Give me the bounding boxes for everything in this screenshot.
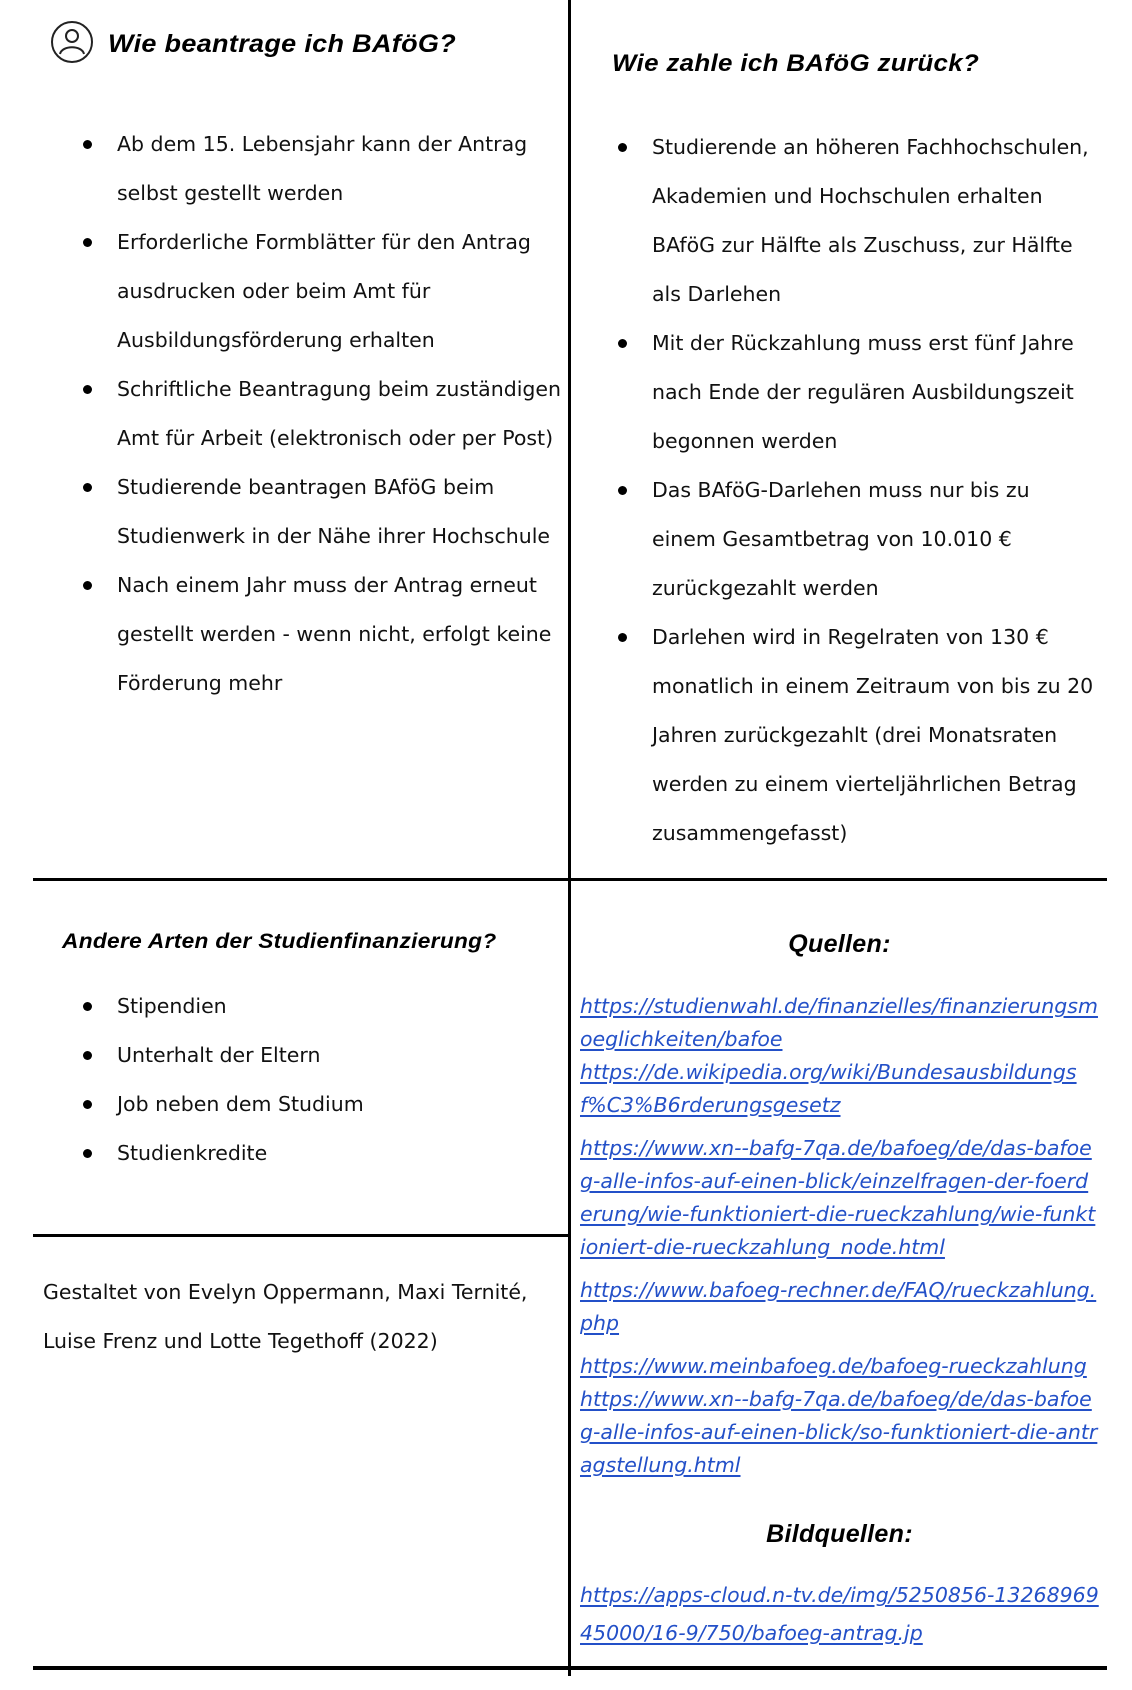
list-item: Ab dem 15. Lebensjahr kann der Antrag selbst gestellt werden bbox=[63, 120, 563, 218]
repay-heading: Wie zahle ich BAföG zurück? bbox=[612, 50, 980, 77]
column-divider bbox=[568, 0, 571, 1676]
credits-line: Gestaltet von Evelyn Oppermann, Maxi Ternité, bbox=[43, 1280, 528, 1304]
list-item: Das BAföG-Darlehen muss nur bis zu einem Gesamtbetrag von 10.010 € zurückgezahlt werden bbox=[598, 466, 1098, 613]
left-split-divider bbox=[33, 1234, 570, 1237]
list-item: Studienkredite bbox=[63, 1129, 563, 1178]
list-item: Stipendien bbox=[63, 982, 563, 1031]
repay-list bbox=[598, 123, 1098, 858]
apply-heading: Wie beantrage ich BAföG? bbox=[108, 30, 457, 58]
image-source-link[interactable]: https://apps-cloud.n-tv.de/img/5250856-1326896945000/16-9/750/bafoeg-antrag.jp bbox=[580, 1583, 1099, 1645]
image-sources-heading: Bildquellen: bbox=[766, 1520, 913, 1548]
row-divider bbox=[33, 878, 1107, 881]
source-link[interactable]: https://www.xn--bafg-7qa.de/bafoeg/de/das-bafoeg-alle-infos-auf-einen-blick/so-funktioniert-die-antragstellung.html bbox=[580, 1387, 1098, 1477]
source-link[interactable]: https://www.meinbafoeg.de/bafoeg-rueckzahlung bbox=[580, 1354, 1087, 1378]
source-link[interactable]: https://www.xn--bafg-7qa.de/bafoeg/de/das-bafoeg-alle-infos-auf-einen-blick/einzelfragen-der-foerderung/wie-funktioniert-die-rueckzahlung/wie-funktioniert-die-rueckzahlung_node.html bbox=[580, 1136, 1096, 1259]
bottom-divider bbox=[33, 1666, 1107, 1670]
list-item: Erforderliche Formblätter für den Antrag ausdrucken oder beim Amt für Ausbildungsförderung erhalten bbox=[63, 218, 563, 365]
list-item: Studierende beantragen BAföG beim Studienwerk in der Nähe ihrer Hochschule bbox=[63, 463, 563, 561]
list-item: Nach einem Jahr muss der Antrag erneut gestellt werden - wenn nicht, erfolgt keine Förderung mehr bbox=[63, 561, 563, 708]
credits bbox=[43, 1268, 563, 1366]
sources-list bbox=[580, 990, 1100, 1482]
list-item: Schriftliche Beantragung beim zuständigen Amt für Arbeit (elektronisch oder per Post) bbox=[63, 365, 563, 463]
list-item: Mit der Rückzahlung muss erst fünf Jahre nach Ende der regulären Ausbildungszeit begonnen werden bbox=[598, 319, 1098, 466]
source-link[interactable]: https://studienwahl.de/finanzielles/finanzierungsmoeglichkeiten/bafoe bbox=[580, 994, 1098, 1051]
list-item: Unterhalt der Eltern bbox=[63, 1031, 563, 1080]
other-financing-heading: Andere Arten der Studienfinanzierung? bbox=[62, 930, 497, 953]
apply-list bbox=[63, 120, 563, 708]
list-item: Job neben dem Studium bbox=[63, 1080, 563, 1129]
source-link[interactable]: https://www.bafoeg-rechner.de/FAQ/rueckzahlung.php bbox=[580, 1278, 1097, 1335]
source-link[interactable]: https://de.wikipedia.org/wiki/Bundesausbildungsf%C3%B6rderungsgesetz bbox=[580, 1060, 1077, 1117]
other-financing-list bbox=[63, 982, 563, 1178]
credits-line: Luise Frenz und Lotte Tegethoff (2022) bbox=[43, 1329, 438, 1353]
list-item: Darlehen wird in Regelraten von 130 € monatlich in einem Zeitraum von bis zu 20 Jahren zurückgezahlt (drei Monatsraten werden zu einem vierteljährlichen Betrag zusammengefasst) bbox=[598, 613, 1098, 858]
image-sources-list bbox=[580, 1576, 1100, 1652]
user-circle-icon bbox=[50, 20, 94, 64]
sources-heading: Quellen: bbox=[788, 930, 891, 958]
list-item: Studierende an höheren Fachhochschulen, Akademien und Hochschulen erhalten BAföG zur Hälfte als Zuschuss, zur Hälfte als Darlehen bbox=[598, 123, 1098, 319]
